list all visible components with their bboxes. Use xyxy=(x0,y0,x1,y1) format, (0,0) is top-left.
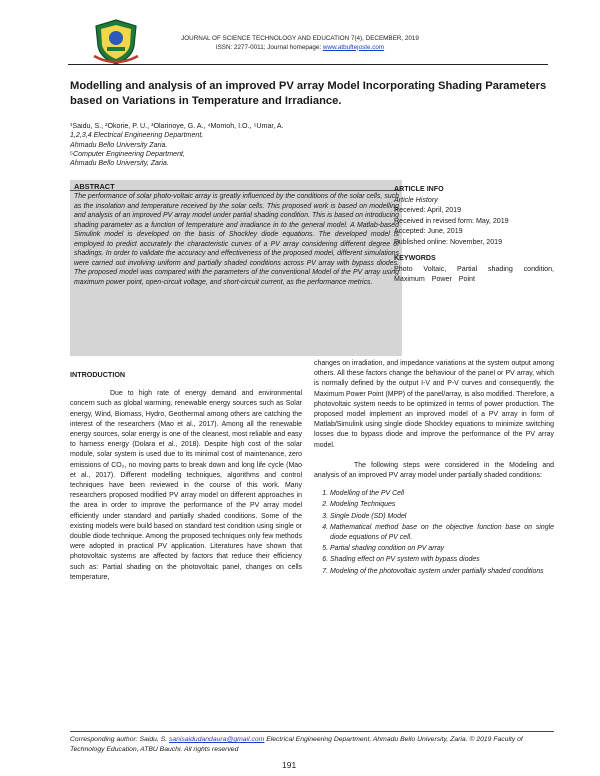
intro-paragraph-1: Due to high rate of energy demand and environmental concern such as global warming, renewable energy sources such as Solar energy, Wind, Biomass, Hydro, Geothermal among others are catching the interest of the researchers (Mao et al., 2017). Among all the renewable energy sources, solar energy is one of the cleanest, most reliable and easy to harness energy (Dolara et al., 2018). Despite high cost of the solar module, solar system is used due to its minimal cost of maintenance, zero emissions of CO₂, no moving parts to break down and long life cycle (Mao et al., 2017). Different modelling techniques, algorithms and control techniques have been reviewed in the course of this work. Many researchers proposed modified PV array model on different approaches in the area in order to improve the performance of the PV array model efficiently under standard and partially shaded conditions. Some of the existing models were build based on standard test condition using single or double diode technique. Among the proposed techniques only few methods were adopted in practical PV application. Literatures have shown that photovoltaic systems are affected by factors that reduce their efficiency such as: Partial shading on the photovoltaic panel, changes on cells temperature, xyxy=(70,390,302,581)
keywords-text: Photo Voltaic, Partial shading condition, Maximum Power Point xyxy=(394,264,554,283)
university-crest-logo xyxy=(92,18,140,66)
intro-paragraph-3: The following steps were considered in the Modeling and analysis of an improved PV array model under partially shaded conditions: xyxy=(314,461,554,480)
page-number: 191 xyxy=(282,760,297,770)
author-email-link[interactable]: sanisaidudandaura@gmail.com xyxy=(169,736,265,743)
steps-list xyxy=(314,489,554,577)
affiliation-1-university: Ahmadu Bello University Zaria. xyxy=(70,140,168,149)
article-info-heading: ARTICLE INFO xyxy=(394,185,444,193)
abstract-text: The performance of solar photo-voltaic array is greatly influenced by the conditions of the solar cells, such as the insolation and temperature received by the solar cells. This proposed work is based on modelling and analysis of an improved PV array model under partial shading condition. This is based on introducing shading parameter as a function of temperature and irradiance in to the general model. A Matlab-based Simulink model is developed on the basis of Shockley diode equations. The developed model is employed to predict accurately the characteristic curves of a PV array considering different degree of shadings. In order to validate the accuracy and effectiveness of the proposed model, different simulations were carried out involving uniform and partially shaded conditions across PV array with bypass diodes. The proposed model was compared with the parameters of the conventional Model of the PV array using maximum power point, open-circuit voltage, and short-circuit current, as the performance metrics. xyxy=(74,193,399,286)
list-item: 5. Partial shading condition on PV array xyxy=(330,544,554,554)
list-item: 2. Modeling Techniques xyxy=(330,500,554,510)
published-date: Published online: November, 2019 xyxy=(394,237,503,246)
paper-title: Modelling and analysis of an improved PV array Model Incorporating Shading Parameters based on Variations in Temperature and Irradiance. xyxy=(70,80,547,107)
affiliation-2-university: Ahmadu Bello University, Zaria. xyxy=(70,159,169,168)
list-item: 3. Single Diode (SD) Model xyxy=(330,512,554,522)
revised-date: Received in revised form: May, 2019 xyxy=(394,216,509,225)
affiliation-2-dept: ⁵Computer Engineering Department, xyxy=(70,149,185,158)
journal-name: JOURNAL OF SCIENCE TECHNOLOGY AND EDUCATION 7(4), DECEMBER, 2019 xyxy=(181,35,419,42)
footer-divider xyxy=(70,731,554,732)
journal-homepage-link[interactable]: www.atbuftejoste.com xyxy=(322,43,385,51)
journal-header xyxy=(150,35,450,52)
introduction-heading: INTRODUCTION xyxy=(70,370,126,379)
received-date: Received: April, 2019 xyxy=(394,206,462,214)
affiliation-1-dept: 1,2,3,4 Electrical Engineering Department, xyxy=(70,131,204,140)
list-item: 6. Shading effect on PV system with bypass diodes xyxy=(330,555,554,565)
author-names: ¹Saidu, S., ²Okorie, P. U., ³Olarinoye, G. A., ⁴Momoh, I.O., ⁵Umar, A. xyxy=(70,122,284,130)
header-divider xyxy=(68,64,548,65)
article-info xyxy=(394,184,554,285)
body-column-right xyxy=(314,359,554,578)
journal-issn: ISSN: 2277-0011; Journal homepage: www.atbuftejoste.com xyxy=(215,43,385,51)
abstract-divider xyxy=(70,190,402,191)
body-column-left xyxy=(70,370,302,583)
list-item: 4. Mathematical method base on the objective function base on single diode equations of PV cell. xyxy=(330,523,554,543)
keywords-heading: KEYWORDS xyxy=(394,254,436,262)
article-history-label: Article History xyxy=(394,195,438,204)
corresponding-author-footer: Corresponding author: Saidu, S. sanisaidudandaura@gmail.com Electrical Engineering Department, Ahmadu Bello University, Zaria. © 2019 Faculty of Technology Education, ATBU Bauchi. All rights reserved xyxy=(70,736,523,753)
accepted-date: Accepted: June, 2019 xyxy=(394,227,463,235)
author-block xyxy=(70,122,548,168)
abstract-heading: ABSTRACT xyxy=(74,182,115,191)
list-item: 1. Modelling of the PV Cell xyxy=(330,489,554,499)
intro-paragraph-2: changes on irradiation, and impedance variations at the system output among others. All these factors change the behaviour of the panel or PV array, which is normally defined by the output I-V and P-V curves and consequently, the Maximum Power Point (MPP) of the panel/array, is also modified. Therefore, a photovoltaic system needs to be optimized in terms of power production. The proposed model implement an improved model of a PV array in form of Matlab/Simulink using single diode Shockley equations to minimize switching losses due to bypass diode and improve the performance of the PV array model. xyxy=(314,360,554,449)
list-item: 7. Modeling of the photovoltaic system under partially shaded conditions xyxy=(330,567,554,577)
